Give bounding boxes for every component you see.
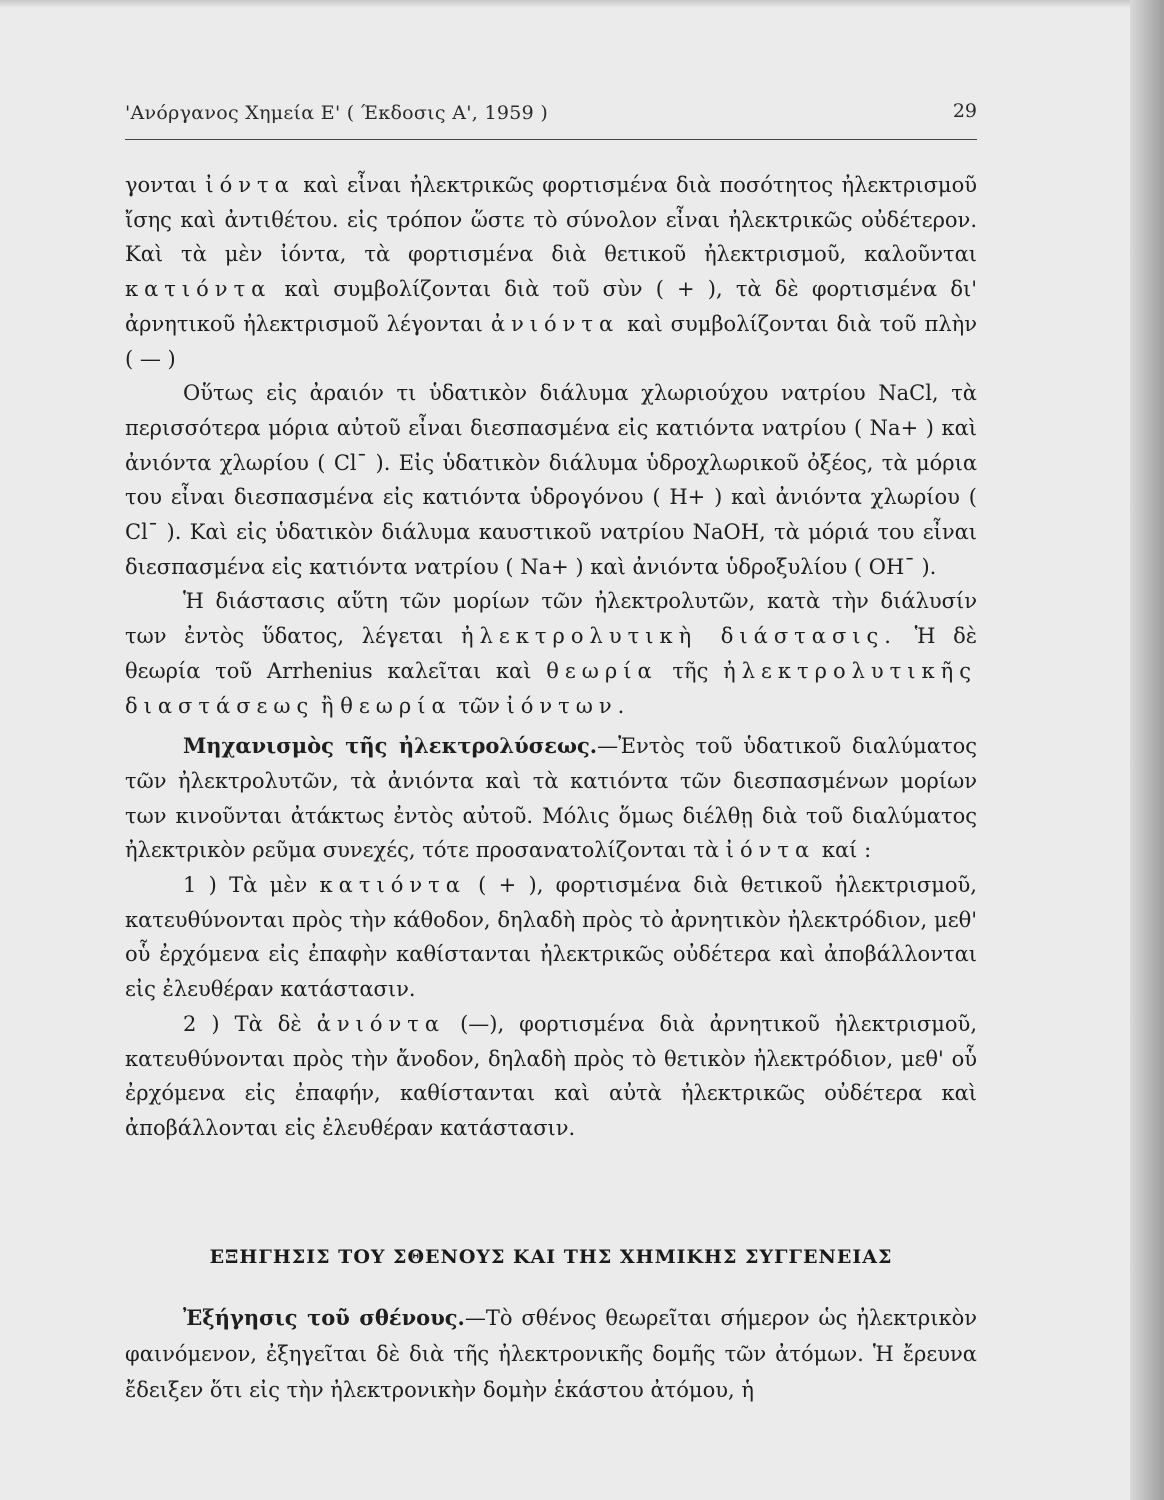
page-number: 29: [952, 100, 977, 122]
paragraph-ions-definition: γονται ἰόντα καὶ εἶναι ἠλεκτρικῶς φορτισμένα διὰ ποσότητος ἠλεκτρισμοῦ ἴσης καὶ ἀντιθέτου. εἰς τρόπον ὥστε τὸ σύνολον εἶναι ἠλεκτρικῶς οὐδέτερον. Καὶ τὰ μὲν ἰόντα, τὰ φορτισμένα διὰ θετικοῦ ἠλεκτρισμοῦ, καλοῦνται κατιόντα καὶ συμβολίζονται διὰ τοῦ σὺν ( + ), τὰ δὲ φορτισμένα δι' ἀρνητικοῦ ἠλεκτρισμοῦ λέγονται ἀνιόντα καὶ συμβολίζονται διὰ τοῦ πλὴν ( — ): [125, 173, 977, 371]
spaced-term: ἀνιόντα: [316, 1011, 446, 1036]
spaced-term: ἠλεκτρολυτικῆς διαστάσεως: [125, 658, 978, 718]
subheading-electrolysis: Μηχανισμὸς τῆς ἠλεκτρολύσεως.: [183, 733, 598, 759]
list-item-anions: 2 ) Τὰ δὲ ἀνιόντα (—), φορτισμένα διὰ ἀρνητικοῦ ἠλεκτρισμοῦ, κατευθύνονται πρὸς τὴν ἄνοδον, δηλαδὴ πρὸς τὸ θετικὸν ἠλεκτρόδιον, μεθ' οὗ ἐρχόμενα εἰς ἐπαφήν, καθίστανται καὶ αὐτὰ ἠλεκτρικῶς οὐδέτερα καὶ ἀποβάλλονται εἰς ἐλευθέραν κατάστασιν.: [125, 1011, 977, 1140]
spaced-term: ἰόντα: [725, 838, 816, 863]
header-rule: [125, 139, 977, 140]
subheading-valence: Ἐξήγησις τοῦ σθένους.: [183, 1305, 465, 1330]
header-title: 'Ανόργανος Χημεία Ε' ( Έκδοσις Α', 1959 ): [125, 102, 549, 124]
paragraph-valence: Ἐξήγησις τοῦ σθένους.—Τὸ σθένος θεωρεῖται σήμερον ὡς ἠλεκτρικὸν φαινόμενον, ἐξηγεῖται δὲ διὰ τῆς ἠλεκτρονικῆς δομῆς τῶν ἀτόμων. Ἡ ἔρευνα ἔδειξεν ὅτι εἰς τὴν ἠλεκτρονικὴν δομὴν ἑκάστου ἀτόμου, ἡ: [125, 1305, 977, 1402]
spaced-term: ἰόντα: [205, 173, 295, 197]
spaced-term: κατιόντα: [319, 873, 466, 898]
paragraph-electrolysis-mechanism: Μηχανισμὸς τῆς ἠλεκτρολύσεως.—Ἐντὸς τοῦ ὑδατικοῦ διαλύματος τῶν ἠλεκτρολυτῶν, τὰ ἀνιόντα καὶ τὰ κατιόντα τῶν διεσπασμένων μορίων των κινοῦνται ἀτάκτως ἐντὸς αὐτοῦ. Μόλις ὅμως διέλθῃ διὰ τοῦ διαλύματος ἠλεκτρικὸν ρεῦμα συνεχές, τότε προσανατολίζονται τὰ ἰόντα καί :: [125, 733, 977, 863]
spaced-term: ἰόντων.: [506, 693, 631, 718]
running-header: [125, 100, 977, 134]
page-top-shadow: [0, 0, 1164, 8]
paragraph-electrolytic-dissociation: Ἡ διάστασις αὕτη τῶν μορίων τῶν ἠλεκτρολυτῶν, κατὰ τὴν διάλυσίν των ἐντὸς ὕδατος, λέγεται ἠλεκτρολυτικὴ διάστασις. Ἡ δὲ θεωρία τοῦ Arrhenius καλεῖται καὶ θεωρία τῆς ἠλεκτρολυτικῆς διαστάσεως ἢ θεωρία τῶν ἰόντων.: [125, 589, 978, 718]
spaced-term: ἀνιόντα: [490, 311, 620, 336]
spaced-term: θεωρία: [546, 658, 658, 683]
list-item-cations: 1 ) Τὰ μὲν κατιόντα ( + ), φορτισμένα διὰ θετικοῦ ἠλεκτρισμοῦ, κατευθύνονται πρὸς τὴν κάθοδον, δηλαδὴ πρὸς τὸ ἀρνητικὸν ἠλεκτρόδιον, μεθ' οὗ ἐρχόμενα εἰς ἐπαφὴν καθίστανται ἠλεκτρικῶς οὐδέτερα καὶ ἀποβάλλονται εἰς ἐλευθέραν κατάστασιν.: [125, 873, 977, 1002]
spaced-term: ἠλεκτρολυτικὴ διάστασις.: [461, 624, 897, 649]
page-edge-shadow: [1130, 0, 1164, 1500]
section-heading: ΕΞΗΓΗΣΙΣ ΤΟΥ ΣΘΕΝΟΥΣ ΚΑΙ ΤΗΣ ΧΗΜΙΚΗΣ ΣΥΓΓΕΝΕΙΑΣ: [209, 1246, 893, 1268]
body-text-valence: [125, 1300, 977, 1408]
spaced-term: θεωρία: [340, 693, 452, 718]
paragraph-examples: Οὕτως εἰς ἀραιόν τι ὑδατικὸν διάλυμα χλωριούχου νατρίου NaCl, τὰ περισσότερα μόρια αὐτοῦ εἶναι διεσπασμένα εἰς κατιόντα νατρίου ( Na+ ) καὶ ἀνιόντα χλωρίου ( Cl¯ ). Εἰς ὑδατικὸν διάλυμα ὑδροχλωρικοῦ ὀξέος, τὰ μόρια του εἶναι διεσπασμένα εἰς κατιόντα ὑδρογόνου ( H+ ) καὶ ἀνιόντα χλωρίου ( Cl¯ ). Καὶ εἰς ὑδατικὸν διάλυμα καυστικοῦ νατρίου NaOH, τὰ μόριά του εἶναι διεσπασμένα εἰς κατιόντα νατρίου ( Na+ ) καὶ ἀνιόντα ὑδροξυλίου ( OH¯ ).: [125, 381, 977, 579]
body-text: [125, 168, 977, 1146]
spaced-term: κατιόντα: [125, 277, 272, 302]
